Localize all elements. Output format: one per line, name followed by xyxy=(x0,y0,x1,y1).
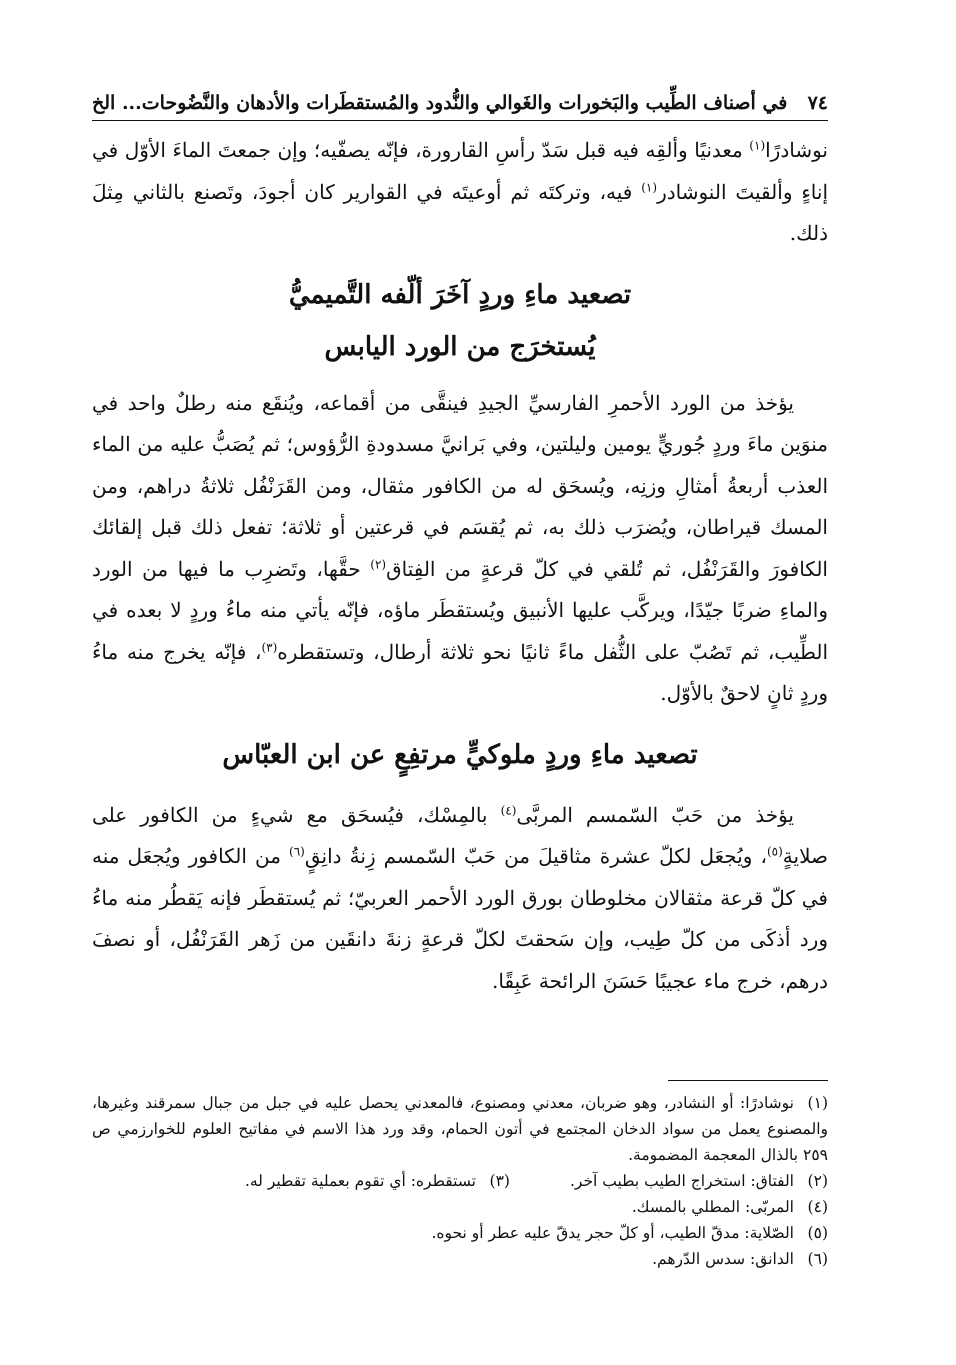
footnote-ref-3: (٣) xyxy=(261,639,278,654)
main-text xyxy=(92,130,828,1002)
footnote-number: (٢) xyxy=(807,1172,828,1190)
header-rule xyxy=(92,120,828,121)
footnote-3 xyxy=(245,1168,510,1194)
footnotes xyxy=(92,1090,828,1272)
footnote-ref-2: (٢) xyxy=(370,556,387,571)
footnote-ref-1b: (١) xyxy=(641,179,658,194)
footnote-text: الفتاق: استخراج الطيب بطيب آخر. xyxy=(569,1172,794,1190)
footnote-number: (٥) xyxy=(807,1224,828,1242)
paragraph-1: نوشادرًا$^{(١)}$ معدنيًا وألقِه فيه قبل سَدّ رأسِ القارورة، فإنّه يصفّيه؛ وإن جمعتَ الماءَ الأوّل في إناءٍ وألقيتَ النوشادر$^{(١)}$ فيه، وتركتَه ثم أوعيتَه في القوارير كان أجودَ، وتَصنع بالثاني مِثلَ ذلك. xyxy=(92,138,828,245)
footnote-number: (٤) xyxy=(807,1198,828,1216)
section-heading-1: تصعيد ماءِ وردٍ آخَرَ ألّفه التَّميميُّ xyxy=(288,279,632,310)
footnote-text: المربّى: المطلي بالمسك. xyxy=(631,1198,794,1216)
footnote-4 xyxy=(92,1194,828,1220)
page-header xyxy=(92,78,828,118)
section-heading-2: تصعيد ماءِ وردٍ ملوكيٍّ مرتفِعٍ عن ابن العبّاس xyxy=(222,739,698,770)
footnote-5 xyxy=(92,1220,828,1246)
page-number: ٧٤ xyxy=(807,92,828,114)
footnote-text: الصّلاية: مدقّ الطيب، أو كلّ حجر يدقّ عليه عطر أو نحوه. xyxy=(431,1224,794,1242)
footnote-ref-5: (٥) xyxy=(766,844,783,859)
section-subheading-1: يُستخرَج من الورد اليابس xyxy=(324,331,596,362)
running-title: في أصناف الطِّيب والبَخورات والغَوالي والنُّدود والمُستقطَرات والأدهان والنَّضُوحات... الخ xyxy=(92,92,788,114)
footnote-row-2-3 xyxy=(92,1168,828,1194)
paragraph-3: يؤخذ من حَبّ السّمسم المربَّى$^{(٤)}$ بالمِسْك، فيُسحَق مع شيءٍ من الكافور على صلايةٍ$^{(٥)}$، ويُجعَل لكلّ عشرة مثاقيلَ من حَبّ السّمسم زِنةُ دانِقٍ$^{(٦)}$ من الكافور ويُجعَل منه في كلّ قرعة مثقالان مخلوطان بورق الورد الأحمر العربيّ؛ ثم يُستقطَر فإنه يَقطُر منه ماءُ ورد أذكَى من كلّ طِيب، وإن سَحقتَ لكلّ قرعةٍ زنةَ دانقَين من زَهر القَرَنْفُل، أو نصفَ درهم، خرج ماء عجيبًا حَسَنَ الرائحة عَبِقًا. xyxy=(92,802,829,993)
footnote-number: (٣) xyxy=(489,1172,510,1190)
footnote-rule xyxy=(668,1080,828,1081)
footnote-text: الدانق: سدس الدّرهم. xyxy=(652,1250,794,1268)
footnote-ref-6: (٦) xyxy=(289,844,305,859)
footnote-number: (٦) xyxy=(807,1250,828,1268)
footnote-ref-4: (٤) xyxy=(500,802,517,817)
footnote-2 xyxy=(570,1168,828,1194)
footnote-ref-1: (١) xyxy=(749,138,766,153)
paragraph-2: يؤخذ من الورد الأحمرِ الفارسيِّ الجيدِ فينقَّى من أقماعه، ويُنقَع منه رطلٌ واحد في منوَين ماءَ وردٍ جُوريٍّ يومين وليلتين، وفي بَرانيَّ مسدودةِ الرُّؤوس؛ ثم يُصَبُّ عليه من الماء العذب أربعةُ أمثالِ وزنِه، ويُسحَق له من الكافور مثقال، ومن القَرَنْفُل ثلاثةُ دراهم، ومن المسك قيراطان، ويُضرَب ذلك به، ثم يُقسَم في قرعتين أو ثلاثة؛ تفعل ذلك قبل إلقائك الكافورَ والقَرَنْفُل، ثم تُلقي في كلّ قرعةٍ من الفِتاق$^{(٢)}$ حقَّها، وتَضرِب ما فيها من الورد والماءِ ضربًا جيّدًا، ويركَّب عليها الأنبيق ويُستقطَر ماؤه، فإنّه يأتي منه ماءُ وردٍ لا بعده في الطِّيب، ثم تَصُبّ على الثُّفل ماءً ثانيًا نحو ثلاثة أرطال، وتستقطره$^{(٣)}$، فإنّه يخرج منه ماءُ وردٍ ثانٍ لاحقٌ بالأوّل. xyxy=(92,390,828,705)
footnote-text: نوشادرًا: أو النشادر، وهو ضربان، معدني ومصنوع، فالمعدني يحصل عليه في جبل من جبال سمرقند وغيرها، والمصنوع يعمل من سواد الدخان المجتمع في أتون الحمام، وقد ورد هذا الاسم في مفاتيح العلوم للخوارزمي ص ٢٥٩ بالذال المعجمة المضمومة. xyxy=(92,1094,828,1164)
footnote-number: (١) xyxy=(807,1094,828,1112)
footnote-6 xyxy=(92,1246,828,1272)
footnote-1 xyxy=(92,1090,828,1168)
footnote-text: تستقطره: أي تقوم بعملية تقطير له. xyxy=(244,1172,476,1190)
